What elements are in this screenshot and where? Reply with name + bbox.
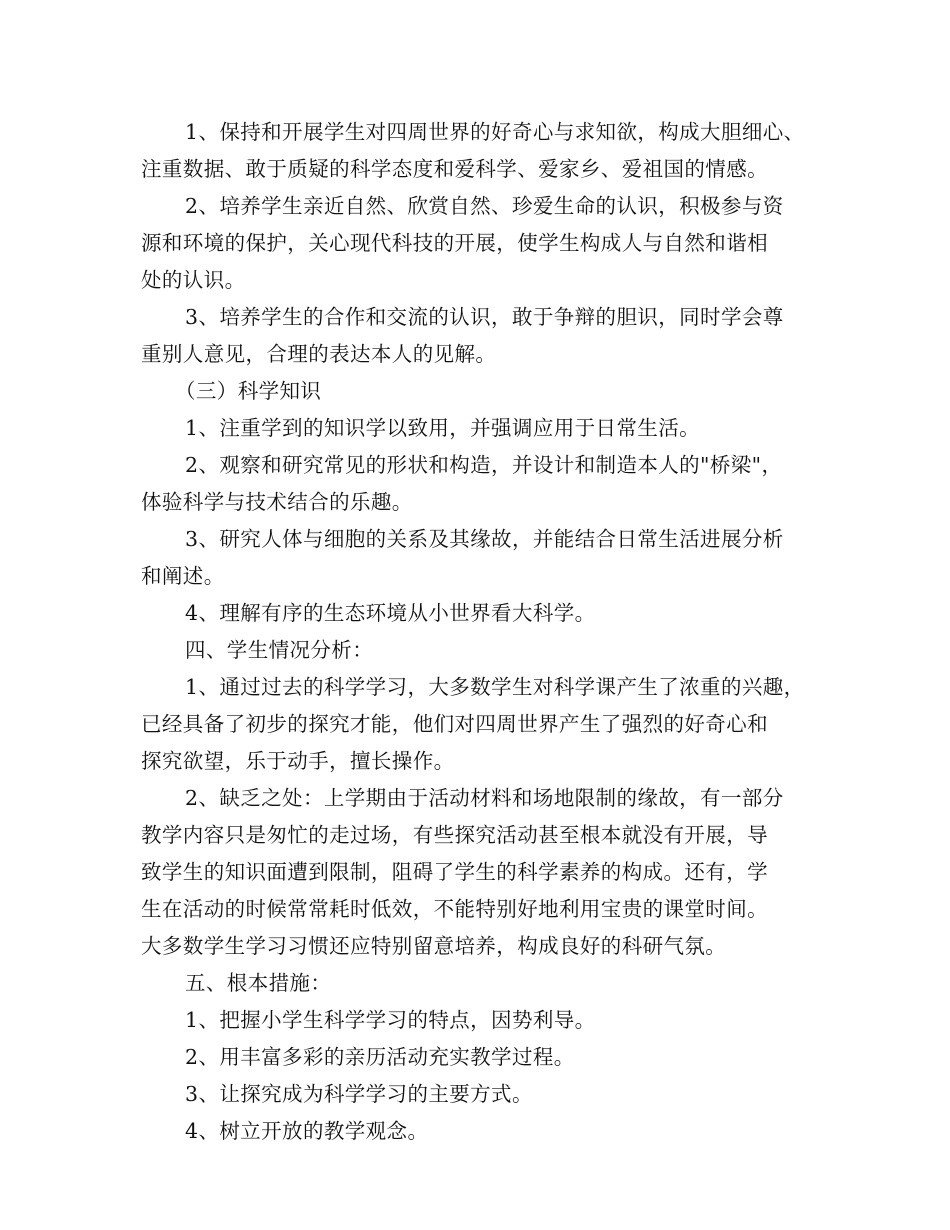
paragraph-line: 源和环境的保护，关心现代科技的开展，使学生构成人与自然和谐相 [141, 231, 768, 255]
paragraph-line: 3、让探究成为科学学习的主要方式。 [185, 1082, 533, 1106]
paragraph-line: 1、把握小学生科学学习的特点，因势利导。 [185, 1008, 596, 1032]
paragraph-line: 大多数学生学习习惯还应特别留意培养，构成良好的科研气氛。 [141, 934, 727, 958]
paragraph-line: 已经具备了初步的探究才能，他们对四周世界产生了强烈的好奇心和 [141, 712, 768, 736]
section-heading: 五、根本措施： [185, 971, 332, 995]
paragraph-line: 注重数据、敢于质疑的科学态度和爱科学、爱家乡、爱祖国的情感。 [141, 157, 768, 181]
paragraph-line: 探究欲望，乐于动手，擅长操作。 [141, 749, 455, 773]
paragraph-line: 2、用丰富多彩的亲历活动充实教学过程。 [185, 1045, 575, 1069]
paragraph-line: 2、培养学生亲近自然、欣赏自然、珍爱生命的认识，积极参与资 [185, 194, 784, 218]
paragraph-line: 4、树立开放的教学观念。 [185, 1119, 429, 1143]
paragraph-line: 致学生的知识面遭到限制，阻碍了学生的科学素养的构成。还有，学 [141, 860, 768, 884]
paragraph-line: 3、研究人体与细胞的关系及其缘故，并能结合日常生活进展分析 [185, 527, 784, 551]
section-heading: （三）科学知识 [175, 379, 322, 403]
section-heading: 四、学生情况分析： [185, 638, 374, 662]
paragraph-line: 4、理解有序的生态环境从小世界看大科学。 [185, 601, 596, 625]
paragraph-line: 重别人意见，合理的表达本人的见解。 [141, 342, 497, 366]
paragraph-line: 教学内容只是匆忙的走过场，有些探究活动甚至根本就没有开展，导 [141, 823, 768, 847]
paragraph-line: 2、观察和研究常见的形状和构造，并设计和制造本人的"桥梁"， [185, 453, 783, 477]
paragraph-line: 3、培养学生的合作和交流的认识，敢于争辩的胆识，同时学会尊 [185, 305, 784, 329]
paragraph-line: 2、缺乏之处：上学期由于活动材料和场地限制的缘故，有一部分 [185, 786, 784, 810]
paragraph-line: 和阐述。 [141, 564, 225, 588]
paragraph-line: 体验科学与技术结合的乐趣。 [141, 490, 413, 514]
paragraph-line: 1、注重学到的知识学以致用，并强调应用于日常生活。 [185, 416, 701, 440]
document-body [141, 114, 821, 1150]
paragraph-line: 1、通过过去的科学学习，大多数学生对科学课产生了浓重的兴趣， [185, 675, 805, 699]
paragraph-line: 1、保持和开展学生对四周世界的好奇心与求知欲，构成大胆细心、 [185, 120, 805, 144]
paragraph-line: 生在活动的时候常常耗时低效，不能特别好地利用宝贵的课堂时间。 [141, 897, 768, 921]
paragraph-line: 处的认识。 [141, 268, 246, 292]
